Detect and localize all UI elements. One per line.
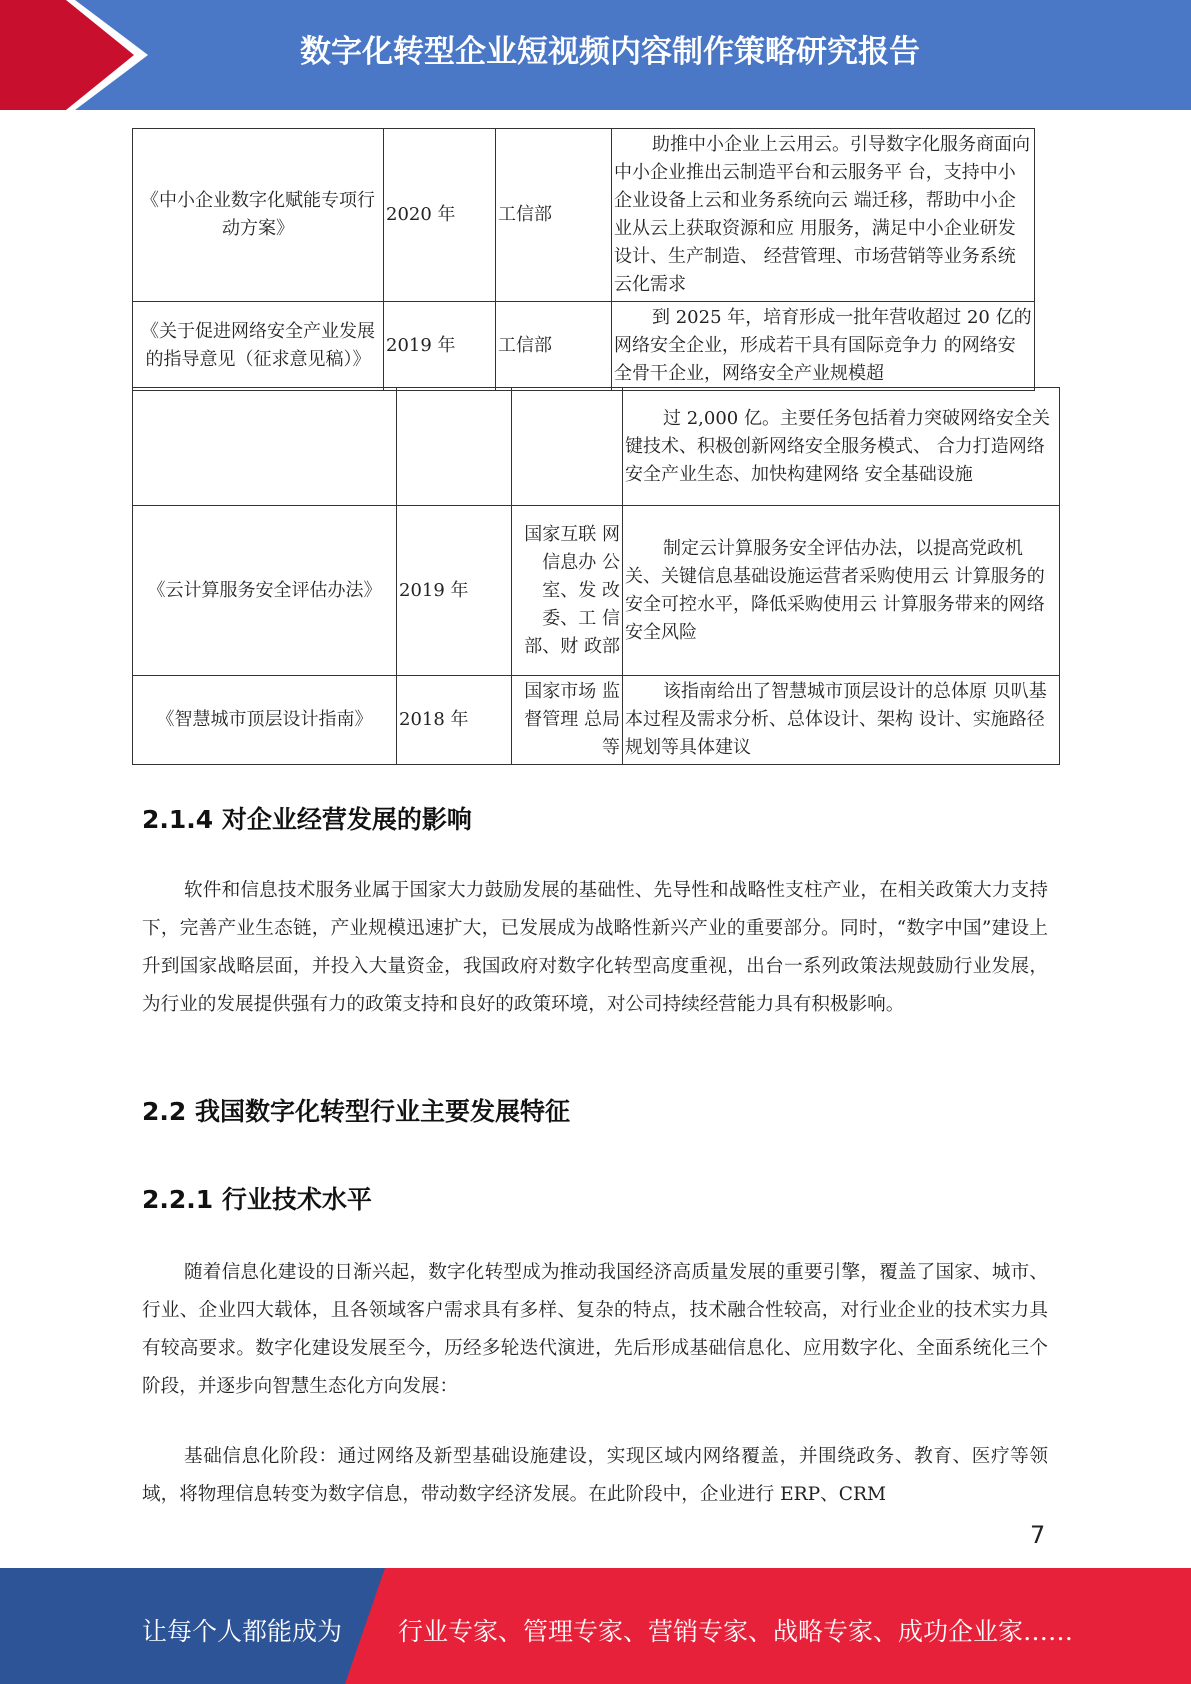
policy-dept-cell (512, 388, 623, 506)
policy-dept-cell: 工信部 (496, 129, 612, 302)
policy-desc-cell: 到 2025 年，培育形成一批年营收超过 20 亿的网络安全企业，形成若干具有国际竞争力 的网络安全骨干企业，网络安全产业规模超 (612, 302, 1035, 391)
policy-dept-cell: 工信部 (496, 302, 612, 391)
table-row (133, 388, 1060, 506)
policy-name-cell: 《中小企业数字化赋能专项行动方案》 (133, 129, 384, 302)
page-header (0, 0, 1191, 110)
policy-desc-cell: 该指南给出了智慧城市顶层设计的总体原 贝叭基本过程及需求分析、总体设计、架构 设计、实施路径规划等具体建议 (623, 676, 1060, 765)
table-row (133, 302, 1035, 391)
section-heading: 2.2.1 行业技术水平 (142, 1185, 372, 1214)
policy-desc-cell: 助推中小企业上云用云。引导数字化服务商面向中小企业推出云制造平台和云服务平 台，支持中小企业设备上云和业务系统向云 端迁移，帮助中小企业从云上获取资源和应 用服务，满足中小企业研发设计、生产制造、 经营管理、市场营销等业务系统云化需求 (612, 129, 1035, 302)
table-row (133, 129, 1035, 302)
policy-year-cell: 2019 年 (384, 302, 496, 391)
policy-year-cell: 2020 年 (384, 129, 496, 302)
section-heading: 2.1.4 对企业经营发展的影响 (142, 805, 472, 834)
policy-year-cell: 2018 年 (397, 676, 512, 765)
policy-name-cell: 《关于促进网络安全产业发展的指导意见（征求意见稿）》 (133, 302, 384, 391)
policy-year-cell (397, 388, 512, 506)
body-paragraph: 基础信息化阶段：通过网络及新型基础设施建设，实现区域内网络覆盖，并围绕政务、教育、医疗等领域，将物理信息转变为数字信息，带动数字经济发展。在此阶段中，企业进行 ERP、CRM (142, 1446, 1048, 1505)
body-paragraph: 软件和信息技术服务业属于国家大力鼓励发展的基础性、先导性和战略性支柱产业，在相关政策大力支持下，完善产业生态链，产业规模迅速扩大，已发展成为战略性新兴产业的重要部分。同时，“数字中国”建设上升到国家战略层面，并投入大量资金，我国政府对数字化转型高度重视，出台一系列政策法规鼓励行业发展，为行业的发展提供强有力的政策支持和良好的政策环境，对公司持续经营能力具有积极影响。 (142, 880, 1048, 1015)
policy-year-cell: 2019 年 (397, 506, 512, 676)
footer-slogan-right: 行业专家、管理专家、营销专家、战略专家、成功企业家…… (398, 1617, 1074, 1646)
body-paragraph: 随着信息化建设的日渐兴起，数字化转型成为推动我国经济高质量发展的重要引擎，覆盖了国家、城市、行业、企业四大载体，且各领域客户需求具有多样、复杂的特点，技术融合性较高，对行业企业的技术实力具有较高要求。数字化建设发展至今，历经多轮迭代演进，先后形成基础信息化、应用数字化、全面系统化三个阶段，并逐步向智慧生态化方向发展： (142, 1262, 1048, 1397)
policy-desc-cell: 制定云计算服务安全评估办法，以提高党政机关、关键信息基础设施运营者采购使用云 计算服务的安全可控水平，降低采购使用云 计算服务带来的网络安全风险 (623, 506, 1060, 676)
policy-table-part2 (132, 387, 1060, 765)
table-row (133, 506, 1060, 676)
policy-name-cell: 《云计算服务安全评估办法》 (133, 506, 397, 676)
policy-dept-cell: 国家互联 网信息办 公室、发 改委、工 信部、财 政部 (512, 506, 623, 676)
policy-dept-cell: 国家市场 监督管理 总局等 (512, 676, 623, 765)
header-arrow-decoration (0, 0, 170, 110)
policy-desc-cell: 过 2,000 亿。主要任务包括着力突破网络安全关键技术、积极创新网络安全服务模式、 合力打造网络安全产业生态、加快构建网络 安全基础设施 (623, 388, 1060, 506)
page-number: 7 (1030, 1521, 1046, 1549)
footer-slogan-left: 让每个人都能成为 (142, 1617, 343, 1646)
table-row (133, 676, 1060, 765)
policy-name-cell (133, 388, 397, 506)
policy-table-part1 (132, 128, 1035, 391)
policy-name-cell: 《智慧城市顶层设计指南》 (133, 676, 397, 765)
section-heading: 2.2 我国数字化转型行业主要发展特征 (142, 1097, 570, 1126)
report-title: 数字化转型企业短视频内容制作策略研究报告 (300, 34, 920, 70)
